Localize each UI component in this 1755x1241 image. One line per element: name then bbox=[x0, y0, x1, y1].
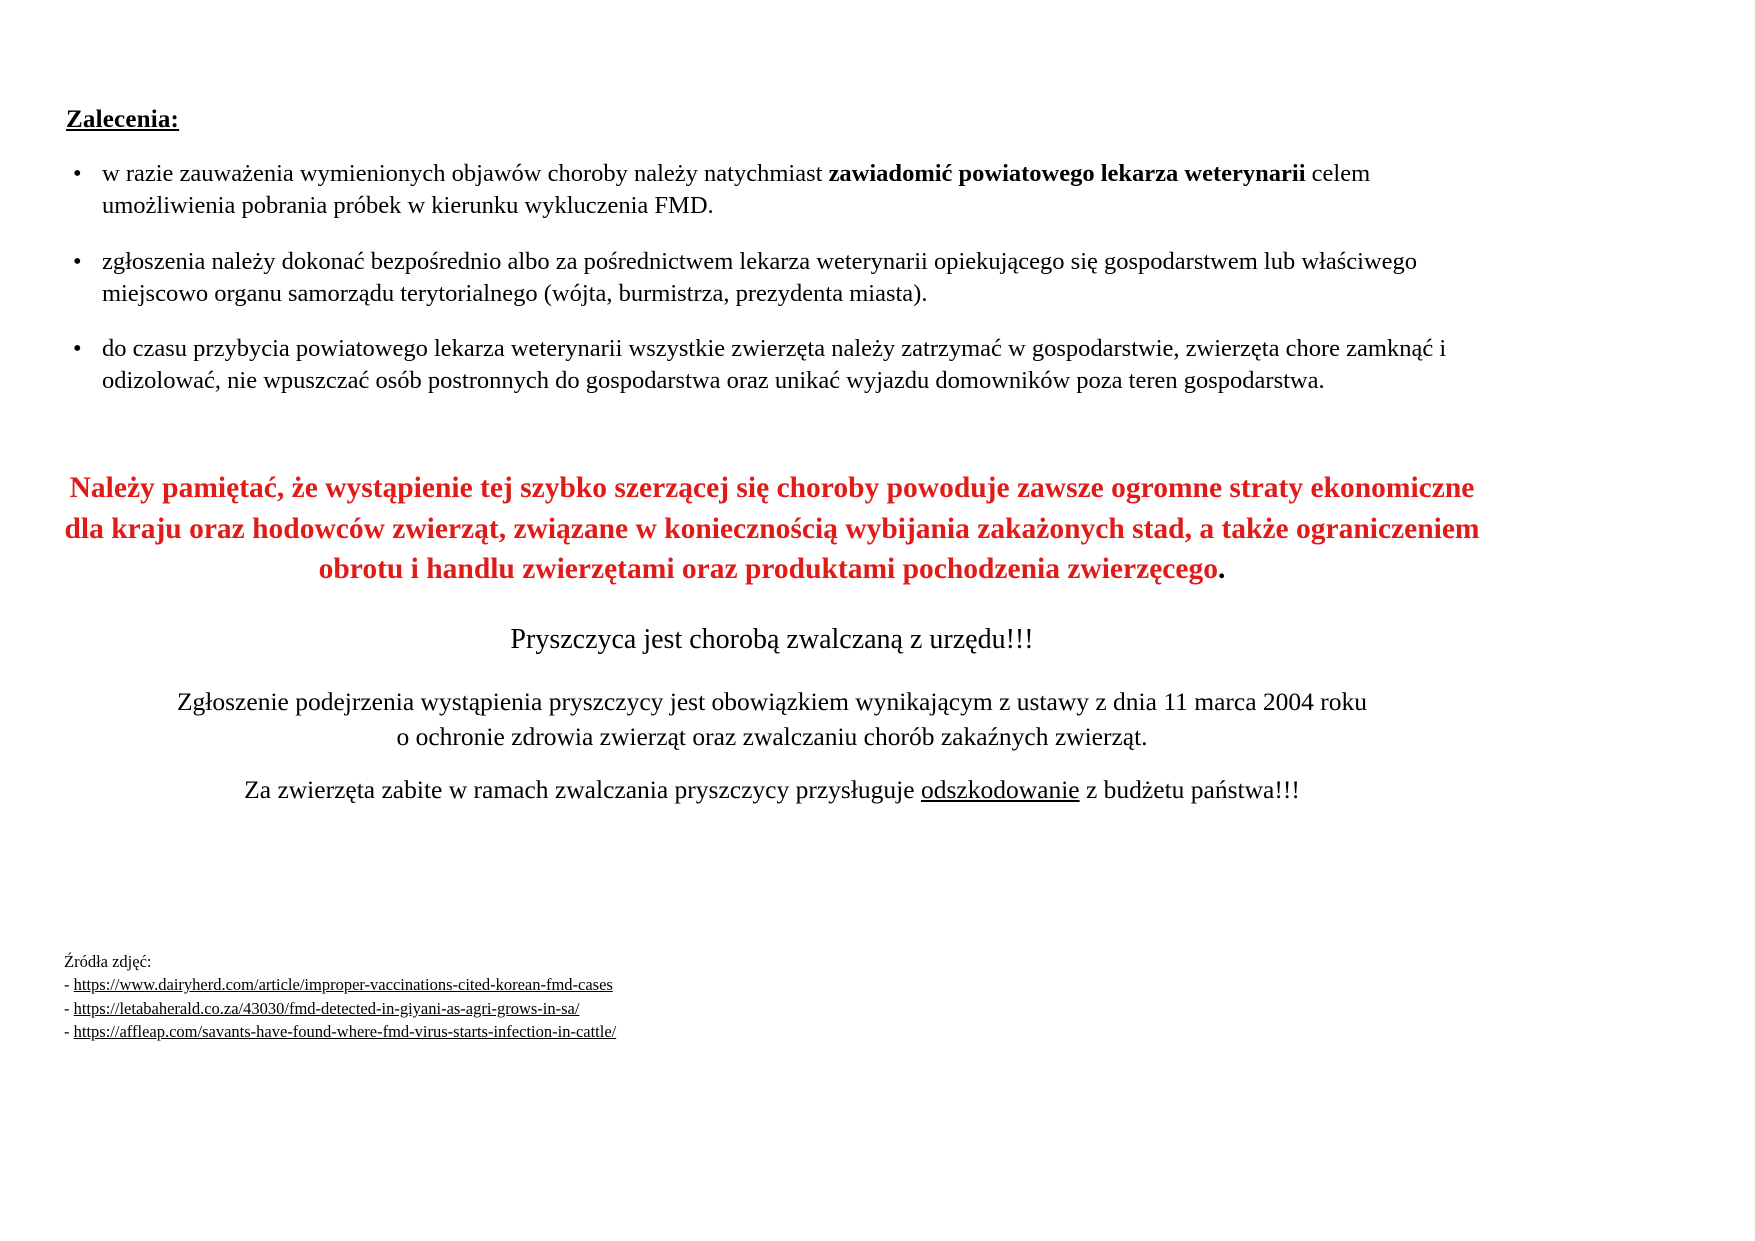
compensation-text-tail: z budżetu państwa!!! bbox=[1079, 775, 1300, 804]
list-item bbox=[66, 158, 1471, 222]
sources-title: Źródła zdjęć: bbox=[64, 952, 152, 971]
source-dash: - bbox=[64, 1022, 70, 1042]
statement-legal-obligation bbox=[62, 684, 1482, 754]
source-dash: - bbox=[64, 998, 70, 1018]
recommendation-emphasis: zawiadomić powiatowego lekarza weterynarii bbox=[828, 160, 1306, 187]
list-item bbox=[64, 1020, 616, 1043]
warning-trailing-period: . bbox=[1218, 553, 1226, 586]
statement-compensation bbox=[62, 772, 1482, 807]
warning-callout bbox=[62, 468, 1482, 590]
recommendation-text: zgłoszenia należy dokonać bezpośrednio albo za pośrednictwem lekarza weterynarii opiekującego się gospodarstwem lub właściwego miejscowo organu samorządu terytorialnego (wójta, burmistrza, prezydenta miasta). bbox=[102, 247, 1418, 307]
list-item bbox=[64, 973, 616, 996]
page-title: Zalecenia: bbox=[66, 106, 180, 133]
list-item bbox=[66, 333, 1471, 397]
statement-disease-fought-by-law: Pryszczyca jest chorobą zwalczaną z urzędu!!! bbox=[510, 624, 1034, 655]
warning-text: Należy pamiętać, że wystąpienie tej szybko szerzącej się choroby powoduje zawsze ogromne straty ekonomiczne dla kraju oraz hodowców zwierząt, związane w koniecznością wybijania zakażonych stad, a także ograniczeniem obrotu i handlu zwierzętami oraz produktami pochodzenia zwierzęcego bbox=[64, 472, 1480, 586]
bullet-point-icon: • bbox=[73, 335, 82, 363]
recommendation-text-tail: celem umożliwienia pobrania próbek w kierunku wykluczenia FMD. bbox=[102, 160, 1371, 219]
statement-legal-obligation-line1: Zgłoszenie podejrzenia wystąpienia pryszczycy jest obowiązkiem wynikającym z ustawy z dnia 11 marca 2004 roku bbox=[176, 687, 1368, 716]
recommendations-list bbox=[66, 158, 1471, 397]
source-link[interactable]: https://letabaherald.co.za/43030/fmd-detected-in-giyani-as-agri-grows-in-sa/ bbox=[73, 998, 580, 1018]
bullet-point-icon: • bbox=[73, 247, 82, 275]
list-item bbox=[64, 997, 616, 1020]
statement-legal-obligation-line2: o ochronie zdrowia zwierząt oraz zwalczaniu chorób zakaźnych zwierząt. bbox=[396, 722, 1148, 752]
compensation-keyword: odszkodowanie bbox=[920, 775, 1080, 804]
list-item bbox=[66, 246, 1471, 310]
image-sources-footer bbox=[64, 950, 616, 1044]
bullet-point-icon: • bbox=[73, 160, 82, 187]
source-dash: - bbox=[64, 975, 70, 995]
source-link[interactable]: https://affleap.com/savants-have-found-where-fmd-virus-starts-infection-in-cattle/ bbox=[73, 1022, 617, 1042]
compensation-text-lead: Za zwierzęta zabite w ramach zwalczania pryszczycy przysługuje bbox=[244, 775, 921, 804]
recommendation-text: do czasu przybycia powiatowego lekarza weterynarii wszystkie zwierzęta należy zatrzymać w gospodarstwie, zwierzęta chore zamknąć i odizolować, nie wpuszczać osób postronnych do gospodarstwa oraz unikać wyjazdu domowników poza teren gospodarstwa. bbox=[102, 335, 1447, 395]
source-link[interactable]: https://www.dairyherd.com/article/improper-vaccinations-cited-korean-fmd-cases bbox=[73, 975, 613, 995]
recommendation-text-lead: w razie zauważenia wymienionych objawów choroby należy natychmiast bbox=[102, 160, 829, 187]
